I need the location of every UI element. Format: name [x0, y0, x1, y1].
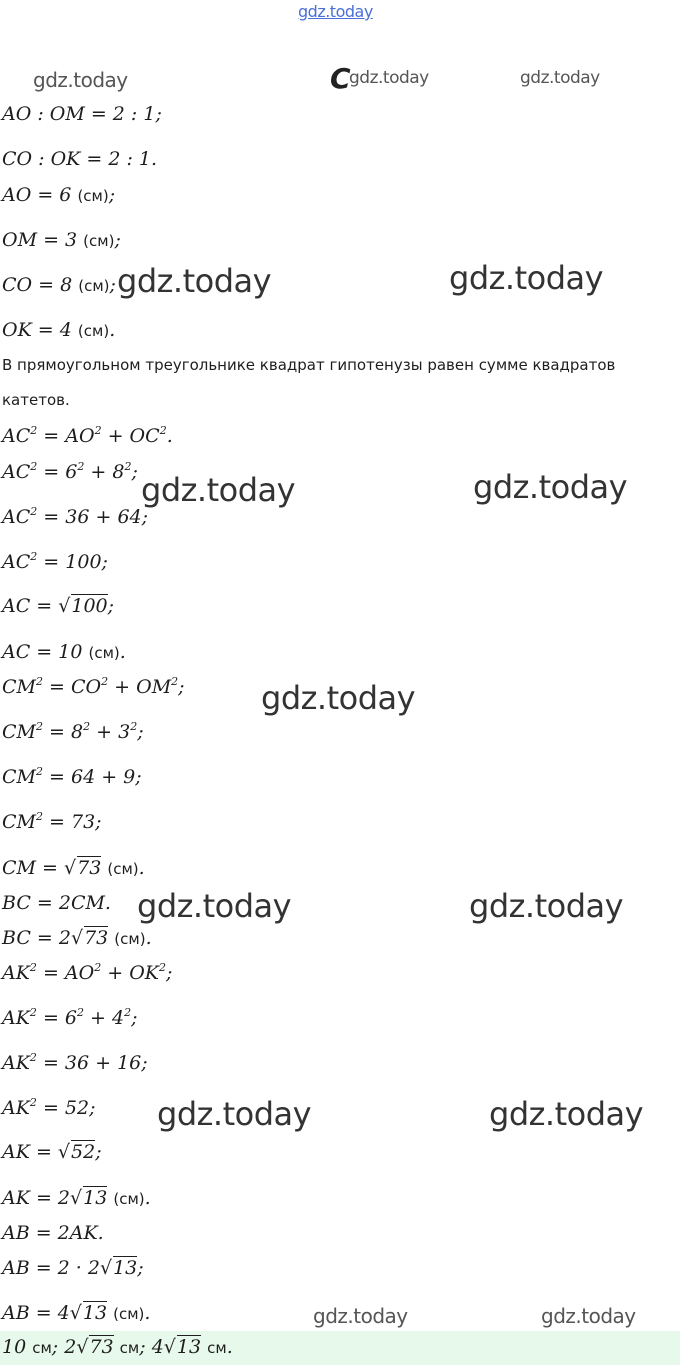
watermark: gdz.today — [541, 1304, 636, 1328]
math-line: $AK^2 = AO^2 + OK^2$; — [2, 961, 173, 984]
watermark: gdz.today — [520, 68, 600, 88]
math-line: AC = √100; — [2, 595, 115, 617]
math-line: BC = 2CM. — [2, 892, 111, 914]
watermark: gdz.today — [137, 887, 292, 925]
watermark: gdz.today — [473, 468, 628, 506]
math-line: $AK^2 = 52$; — [2, 1096, 96, 1119]
top-watermark-link[interactable]: gdz.today — [298, 2, 373, 21]
math-line: OK = 4 (см). — [2, 319, 116, 341]
math-line: CO : OK = 2 : 1. — [2, 148, 158, 170]
answer-text: 10 см; 2√73 см; 4√13 см. — [2, 1336, 233, 1358]
math-line: AB = 2 · 2√13; — [2, 1257, 144, 1279]
watermark: gdz.today — [469, 887, 624, 925]
watermark: gdz.today — [449, 259, 604, 297]
watermark: gdz.today — [141, 471, 296, 509]
answer-box — [0, 1331, 680, 1365]
watermark: gdz.today — [261, 679, 416, 717]
logo-c-icon: C — [330, 62, 351, 95]
math-line: $AC^2 = 36 + 64$; — [2, 505, 149, 528]
math-line: AK = 2√13 (см). — [2, 1187, 151, 1209]
watermark: gdz.today — [157, 1095, 312, 1133]
math-line: AB = 2AK. — [2, 1222, 104, 1244]
math-line: AC = 10 (см). — [2, 641, 126, 663]
math-line: $CM^2 = 73$; — [2, 810, 102, 833]
math-line: $AK^2 = 36 + 16$; — [2, 1051, 148, 1074]
math-line: $CM^2 = 64 + 9$; — [2, 765, 142, 788]
watermark: gdz.today — [313, 1304, 408, 1328]
math-line: BC = 2√73 (см). — [2, 927, 152, 949]
math-line: $AC^2 = AO^2 + OC^2$. — [2, 424, 173, 447]
watermark: gdz.today — [349, 68, 429, 88]
math-line: $AC^2 = 6^2 + 8^2$; — [2, 460, 138, 483]
watermark: gdz.today — [33, 68, 128, 92]
theorem-text: катетов. — [2, 391, 70, 409]
watermark: gdz.today — [489, 1095, 644, 1133]
watermark: gdz.today — [117, 262, 272, 300]
math-line: OM = 3 (см); — [2, 229, 121, 251]
math-line: $CM^2 = CO^2 + OM^2$; — [2, 675, 185, 698]
math-line: AB = 4√13 (см). — [2, 1302, 151, 1324]
math-line: AO : OM = 2 : 1; — [2, 103, 162, 125]
math-line: CM = √73 (см). — [2, 857, 145, 879]
math-line: $AC^2 = 100$; — [2, 550, 108, 573]
math-line: $AK^2 = 6^2 + 4^2$; — [2, 1006, 138, 1029]
theorem-text: В прямоугольном треугольнике квадрат гипотенузы равен сумме квадратов — [2, 356, 616, 374]
math-line: AK = √52; — [2, 1141, 102, 1163]
math-line: AO = 6 (см); — [2, 184, 116, 206]
math-line: $CM^2 = 8^2 + 3^2$; — [2, 720, 144, 743]
math-line: CO = 8 (см); — [2, 274, 116, 296]
